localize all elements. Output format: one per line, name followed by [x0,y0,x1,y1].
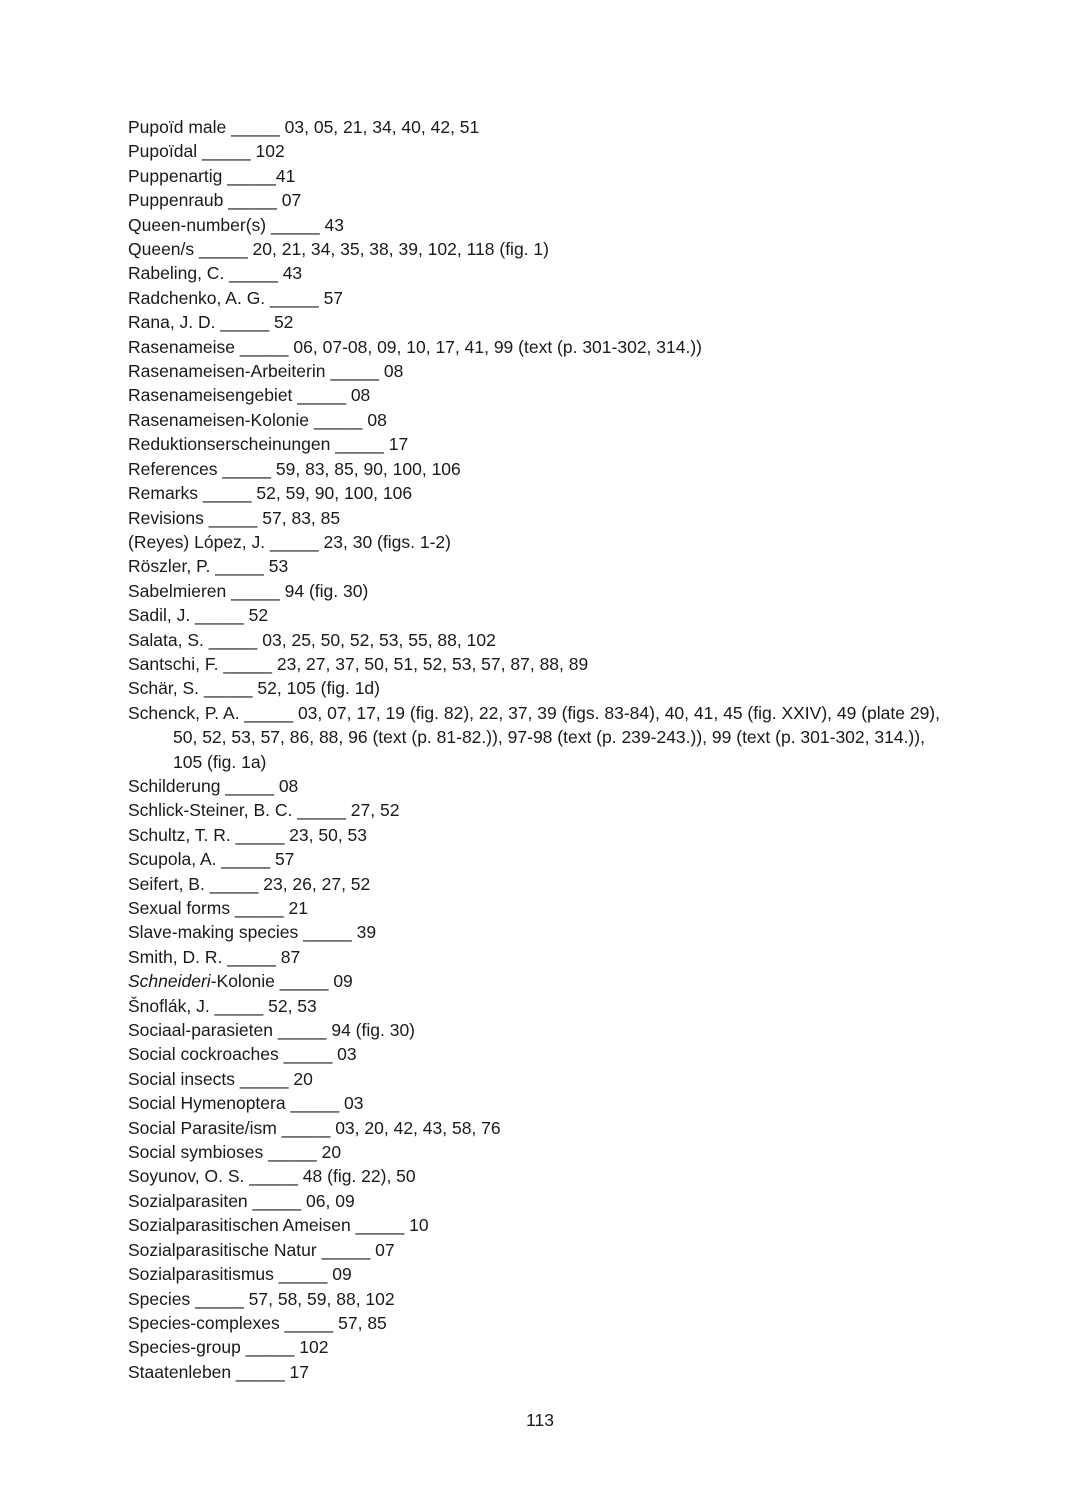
index-term: Reduktionserscheinungen [128,434,331,455]
index-term: Salata, S. [128,629,204,650]
leader-line: _____ [276,1117,336,1138]
index-entry [128,530,948,554]
index-term: Soyunov, O. S. [128,1166,245,1187]
index-term: Puppenartig [128,165,223,186]
index-entry [128,1189,948,1213]
index-page-refs: 52 [248,605,269,626]
index-term: Schlick-Steiner, B. C. [128,800,293,821]
index-page-refs: 87 [280,946,301,967]
index-entry [128,1287,948,1311]
index-term: Sociaal-parasieten [128,1020,273,1041]
index-term: Species-complexes [128,1312,280,1333]
index-entry [128,432,948,456]
index-term: Puppenraub [128,190,224,211]
index-entry [128,1067,948,1091]
index-entry [128,261,948,285]
index-entry [128,579,948,603]
index-page-refs: 48 (fig. 22), 50 [302,1166,416,1187]
index-page-refs: 03 [343,1093,364,1114]
leader-line: _____ [222,165,276,186]
index-entry [128,286,948,310]
page-number: 113 [526,1410,554,1430]
index-term: Schär, S. [128,678,200,699]
index-entry [128,994,948,1018]
leader-line: _____ [223,190,282,211]
index-term: Sexual forms [128,898,231,918]
index-term: Social cockroaches [128,1044,279,1065]
index-page-refs: 23, 50, 53 [289,824,368,845]
index-term: Scupola, A. [128,849,217,870]
leader-line: _____ [292,800,351,821]
index-term: Social insects [128,1068,235,1089]
index-term: Sozialparasitismus [128,1264,274,1285]
leader-line: _____ [217,458,276,479]
index-entry [128,506,948,530]
index-page-refs: 102 [255,141,285,162]
index-term: Sozialparasitische Natur [128,1239,317,1260]
leader-line: _____ [325,361,384,382]
index-term: Social symbioses [128,1142,264,1163]
leader-line: _____ [265,531,324,552]
index-page-refs: 57 [323,287,344,308]
leader-line: _____ [308,409,368,430]
index-page-refs: 03, 05, 21, 34, 40, 42, 51 [284,117,480,137]
leader-line: _____ [239,702,298,723]
index-page-refs: 17 [388,434,409,455]
index-entry [128,774,948,798]
leader-line: _____ [235,1068,294,1089]
index-entry [128,1262,948,1286]
index-entry [128,310,948,334]
index-term: Rabeling, C. [128,263,225,284]
index-term: Santschi, F. [128,653,219,674]
index-page-refs: 03, 20, 42, 43, 58, 76 [335,1117,501,1138]
index-term: Pupoïdal [128,141,198,162]
index-entry [128,1091,948,1115]
index-entry [128,920,948,944]
index-entry [128,408,948,432]
index-term: Species-group [128,1337,241,1358]
index-page-refs: 57, 83, 85 [262,507,341,528]
index-page-refs: 10 [409,1215,429,1236]
leader-line: _____ [222,946,281,967]
index-term: Social Parasite/ism [128,1117,277,1138]
leader-line: _____ [220,775,279,796]
index-list [128,115,948,1384]
index-page-refs: 20 [321,1142,342,1163]
index-term: Rasenameisen-Arbeiterin [128,361,326,382]
index-entry [128,1018,948,1042]
leader-line: _____ [330,434,389,455]
leader-line: _____ [316,1239,376,1260]
leader-line: _____ [230,898,289,918]
index-entry [128,969,948,993]
index-entry [128,1238,948,1262]
index-page-refs: 27, 52 [350,800,400,821]
index-entry [128,628,948,652]
index-term: (Reyes) López, J. [128,531,266,552]
index-term: Šnoflák, J. [128,995,210,1016]
index-term: Sozialparasitischen Ameisen [128,1215,351,1236]
index-term: Sozialparasiten [128,1190,248,1211]
leader-line: _____ [247,1190,307,1211]
index-term: Röszler, P. [128,556,211,577]
index-page-refs: 52 [273,312,294,333]
index-term-suffix: -Kolonie [210,971,275,992]
index-entry [128,1213,948,1237]
index-term: Rana, J. D. [128,312,216,333]
leader-line: _____ [244,1166,303,1187]
index-page-refs: 57, 58, 59, 88, 102 [248,1288,395,1309]
index-page-refs: 03 [337,1044,357,1065]
leader-line: _____ [198,483,257,504]
index-entry [128,1164,948,1188]
index-page-refs: 08 [350,385,371,406]
index-term: Schneideri [128,971,211,992]
index-page-refs: 07 [375,1239,395,1260]
index-entry [128,335,948,359]
index-page-refs: 17 [289,1361,310,1382]
index-page-refs: 09 [333,971,353,992]
index-term: Seifert, B. [128,873,205,894]
leader-line: _____ [224,263,283,284]
index-entry [128,481,948,505]
leader-line: _____ [190,1288,249,1309]
index-page-refs: 08 [383,361,404,382]
index-entry [128,872,948,896]
index-page-refs: 06, 07-08, 09, 10, 17, 41, 99 (text (p. 301-302, 314.)) [293,336,702,357]
leader-line: _____ [203,507,263,528]
index-term: Rasenameise [128,336,235,357]
index-term: Radchenko, A. G. [128,287,266,308]
index-entry [128,823,948,847]
index-entry [128,1360,948,1384]
index-page-refs: 23, 27, 37, 50, 51, 52, 53, 57, 87, 88, 89 [276,653,589,674]
index-term: Smith, D. R. [128,946,223,967]
leader-line: _____ [203,629,263,650]
index-entry [128,457,948,481]
index-term: References [128,458,218,479]
leader-line: _____ [204,873,264,894]
index-entry [128,701,948,774]
index-page-refs: 03, 25, 50, 52, 53, 55, 88, 102 [262,629,496,650]
leader-line: _____ [226,117,285,137]
leader-line: _____ [216,849,275,870]
index-entry [128,139,948,163]
index-page-refs: 41 [275,165,296,186]
index-page-refs: 09 [332,1264,352,1285]
leader-line: _____ [263,1142,322,1163]
index-entry [128,1116,948,1140]
index-page-refs: 23, 26, 27, 52 [263,873,371,894]
index-term: Pupoïd male [128,117,227,137]
index-page-refs: 59, 83, 85, 90, 100, 106 [275,458,461,479]
index-entry [128,359,948,383]
leader-line: _____ [194,239,253,260]
index-entry [128,603,948,627]
index-entry [128,1042,948,1066]
index-entry [128,237,948,261]
index-entry [128,164,948,188]
index-page-refs: 20 [293,1068,313,1089]
index-page-refs: 08 [367,409,387,430]
index-term: Remarks [128,483,199,504]
index-term: Queen/s [128,239,195,260]
leader-line: _____ [231,1361,290,1382]
index-page-refs: 23, 30 (figs. 1-2) [323,531,451,552]
index-entry [128,1311,948,1335]
leader-line: _____ [197,141,256,162]
index-entry [128,383,948,407]
leader-line: _____ [209,995,269,1016]
index-page-refs: 52, 105 (fig. 1d) [257,678,380,699]
index-entry [128,115,948,139]
leader-line: _____ [266,214,325,235]
index-term: Rasenameisengebiet [128,385,293,406]
leader-line: _____ [265,287,324,308]
index-term: Revisions [128,507,204,528]
index-entry [128,798,948,822]
index-page-refs: 39 [356,922,377,943]
leader-line: _____ [230,824,290,845]
leader-line: _____ [350,1215,410,1236]
index-term: Staatenleben [128,1361,232,1382]
leader-line: _____ [273,1264,333,1285]
index-term: Species [128,1288,191,1309]
index-page-refs: 102 [299,1337,329,1358]
index-entry [128,896,948,920]
index-term: Schilderung [128,775,221,796]
leader-line: _____ [240,1337,300,1358]
leader-line: _____ [272,1020,332,1041]
index-entry [128,847,948,871]
leader-line: _____ [298,922,357,943]
index-entry [128,945,948,969]
leader-line: _____ [215,312,274,333]
index-page-refs: 08 [278,775,299,796]
index-page-refs: 53 [268,556,289,577]
index-term: Schultz, T. R. [128,824,231,845]
index-term: Queen-number(s) [128,214,267,235]
index-page-refs: 03, 07, 17, 19 (fig. 82), 22, 37, 39 (figs. 83-84), 40, 41, 45 (fig. XXIV), 49 (plate 29), 50, 52, 53, 57, 86, 88, 96 (text (p. 81-82.)), 97-98 (text (p. 239-243.)), 99 (text (p. 301-302, 314.)), 105 (fig. 1a) [173,702,940,772]
leader-line: _____ [199,678,258,699]
index-entry [128,554,948,578]
index-page-refs: 57, 85 [338,1312,387,1333]
index-term: Social Hymenoptera [128,1093,286,1114]
index-page-refs: 52, 59, 90, 100, 106 [256,483,413,504]
index-term: Sabelmieren [128,580,227,601]
index-entry [128,188,948,212]
leader-line: _____ [190,605,249,626]
index-term: Sadil, J. [128,605,191,626]
index-page-refs: 20, 21, 34, 35, 38, 39, 102, 118 (fig. 1) [252,239,549,260]
leader-line: _____ [218,653,277,674]
index-entry [128,1335,948,1359]
index-page-refs: 21 [288,898,308,918]
leader-line: _____ [285,1093,344,1114]
leader-line: _____ [235,336,294,357]
index-page-refs: 07 [281,190,302,211]
index-entry [128,1140,948,1164]
index-entry [128,652,948,676]
leader-line: _____ [279,1312,339,1333]
index-entry [128,213,948,237]
index-page-refs: 94 (fig. 30) [331,1020,415,1041]
index-page-refs: 43 [282,263,303,284]
index-page-refs: 57 [274,849,295,870]
index-term: Rasenameisen-Kolonie [128,409,309,430]
index-term: Slave-making species [128,922,299,943]
leader-line: _____ [226,580,285,601]
index-term: Schenck, P. A. [128,702,240,723]
leader-line: _____ [210,556,269,577]
leader-line: _____ [278,1044,338,1065]
index-page-refs: 43 [324,214,344,235]
index-page-refs: 52, 53 [268,995,317,1016]
index-entry [128,676,948,700]
leader-line: _____ [274,971,334,992]
index-page-refs: 06, 09 [306,1190,355,1211]
leader-line: _____ [292,385,351,406]
index-page-refs: 94 (fig. 30) [284,580,369,601]
